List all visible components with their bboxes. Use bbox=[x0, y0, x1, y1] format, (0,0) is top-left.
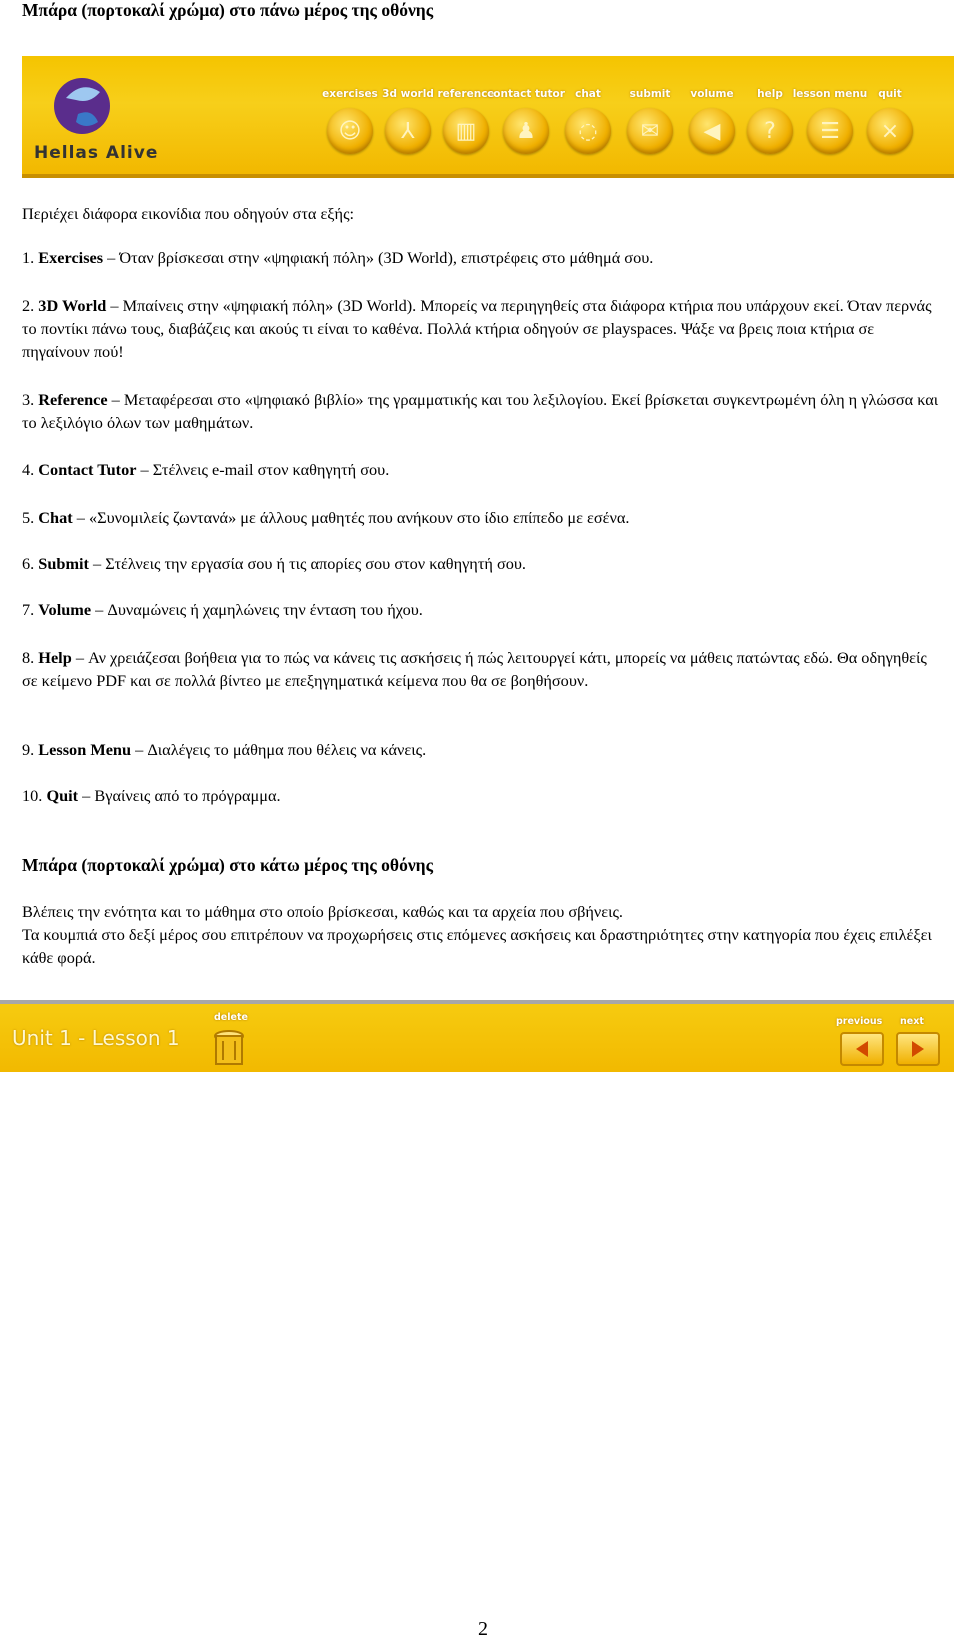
envelope-icon: ✉ bbox=[627, 108, 673, 154]
previous-label: previous bbox=[836, 1016, 883, 1027]
nav-chat[interactable]: chat ◌ bbox=[558, 88, 618, 154]
nav-volume[interactable]: volume ◀ bbox=[682, 88, 742, 154]
list-item: 6. Submit – Στέλνεις την εργασία σου ή τις απορίες σου στον καθηγητή σου. bbox=[22, 554, 526, 573]
list-item: 5. Chat – «Συνομιλείς ζωντανά» με άλλους μαθητές που ανήκουν στο ίδιο επίπεδο με εσένα. bbox=[22, 508, 630, 527]
unit-lesson-label: Unit 1 - Lesson 1 bbox=[12, 1026, 180, 1050]
nav-contact-tutor[interactable]: contact tutor ♟ bbox=[496, 88, 556, 154]
close-icon: × bbox=[867, 108, 913, 154]
person-pointing-icon: ☺ bbox=[327, 108, 373, 154]
bottom-description: Βλέπεις την ενότητα και το μάθημα στο οποίο βρίσκεσαι, καθώς και τα αρχεία που σβήνεις. Τα κουμπιά στο δεξί μέρος σου επιτρέπουν να προχωρήσεις στις επόμενες ασκήσεις και δραστηριότητες στην κατηγορία που έχεις επιλέξει κάθε φορά. bbox=[22, 902, 932, 967]
page-number: 2 bbox=[478, 1618, 488, 1640]
arrow-right-icon bbox=[908, 1039, 928, 1059]
top-bar-heading: Μπάρα (πορτοκαλί χρώμα) στο πάνω μέρος της οθόνης bbox=[22, 0, 434, 20]
nav-help[interactable]: help ? bbox=[740, 88, 800, 154]
speaker-icon: ◀ bbox=[689, 108, 735, 154]
question-icon: ? bbox=[747, 108, 793, 154]
arrow-left-icon bbox=[852, 1039, 872, 1059]
nav-exercises[interactable]: exercises ☺ bbox=[320, 88, 380, 154]
speech-bubble-icon: ◌ bbox=[565, 108, 611, 154]
nav-reference[interactable]: reference ▥ bbox=[436, 88, 496, 154]
checklist-icon: ☰ bbox=[807, 108, 853, 154]
previous-button[interactable] bbox=[840, 1032, 884, 1066]
top-bar-screenshot bbox=[22, 56, 954, 178]
list-item: 3. Reference – Μεταφέρεσαι στο «ψηφιακό βιβλίο» της γραμματικής και του λεξιλογίου. Εκεί βρίσκεται συγκεντρωμένη όλη η γλώσσα και το λεξιλόγιο όλων των μαθημάτων. bbox=[22, 390, 939, 432]
list-item: 4. Contact Tutor – Στέλνεις e-mail στον καθηγητή σου. bbox=[22, 460, 390, 479]
book-icon: ▥ bbox=[443, 108, 489, 154]
nav-submit[interactable]: submit ✉ bbox=[620, 88, 680, 154]
list-item: 1. Exercises – Όταν βρίσκεσαι στην «ψηφιακή πόλη» (3D World), επιστρέφεις στο μάθημά σου. bbox=[22, 248, 654, 267]
nav-quit[interactable]: quit × bbox=[860, 88, 920, 154]
list-item: 10. Quit – Βγαίνεις από το πρόγραμμα. bbox=[22, 786, 281, 805]
next-button[interactable] bbox=[896, 1032, 940, 1066]
next-label: next bbox=[900, 1016, 924, 1027]
axes-icon: ⅄ bbox=[385, 108, 431, 154]
bottom-bar-heading: Μπάρα (πορτοκαλί χρώμα) στο κάτω μέρος της οθόνης bbox=[22, 855, 433, 875]
list-item: 2. 3D World – Μπαίνεις στην «ψηφιακή πόλη» (3D World). Μπορείς να περιηγηθείς στα διάφορα κτήρια που υπάρχουν εκεί. Όταν περνάς το ποντίκι πάνω τους, διαβάζεις και ακούς τι είναι το καθένα. Πολλά κτήρια οδηγούν σε playspaces. Ψάξε να βρεις ποια κτήρια σε πηγαίνουν πού! bbox=[22, 296, 932, 361]
list-item: 7. Volume – Δυναμώνεις ή χαμηλώνεις την ένταση του ήχου. bbox=[22, 600, 423, 619]
tutor-icon: ♟ bbox=[503, 108, 549, 154]
nav-lesson-menu[interactable]: lesson menu ☰ bbox=[800, 88, 860, 154]
trash-can-icon[interactable] bbox=[207, 1026, 251, 1070]
logo-text: Hellas Alive bbox=[34, 143, 159, 163]
list-item: 8. Help – Αν χρειάζεσαι βοήθεια για το πώς να κάνεις τις ασκήσεις ή πώς λειτουργεί κάτι, μπορείς να μάθεις πατώντας εδώ. Θα οδηγηθείς σε κείμενο PDF και σε πολλά βίντεο με επεξηγηματικά κείμενα που θα σε βοηθήσουν. bbox=[22, 648, 927, 690]
delete-label: delete bbox=[214, 1012, 248, 1023]
bottom-bar-screenshot bbox=[0, 1000, 954, 1072]
intro-text: Περιέχει διάφορα εικονίδια που οδηγούν στα εξής: bbox=[22, 204, 355, 223]
list-item: 9. Lesson Menu – Διαλέγεις το μάθημα που θέλεις να κάνεις. bbox=[22, 740, 427, 759]
nav-3d-world[interactable]: 3d world ⅄ bbox=[378, 88, 438, 154]
